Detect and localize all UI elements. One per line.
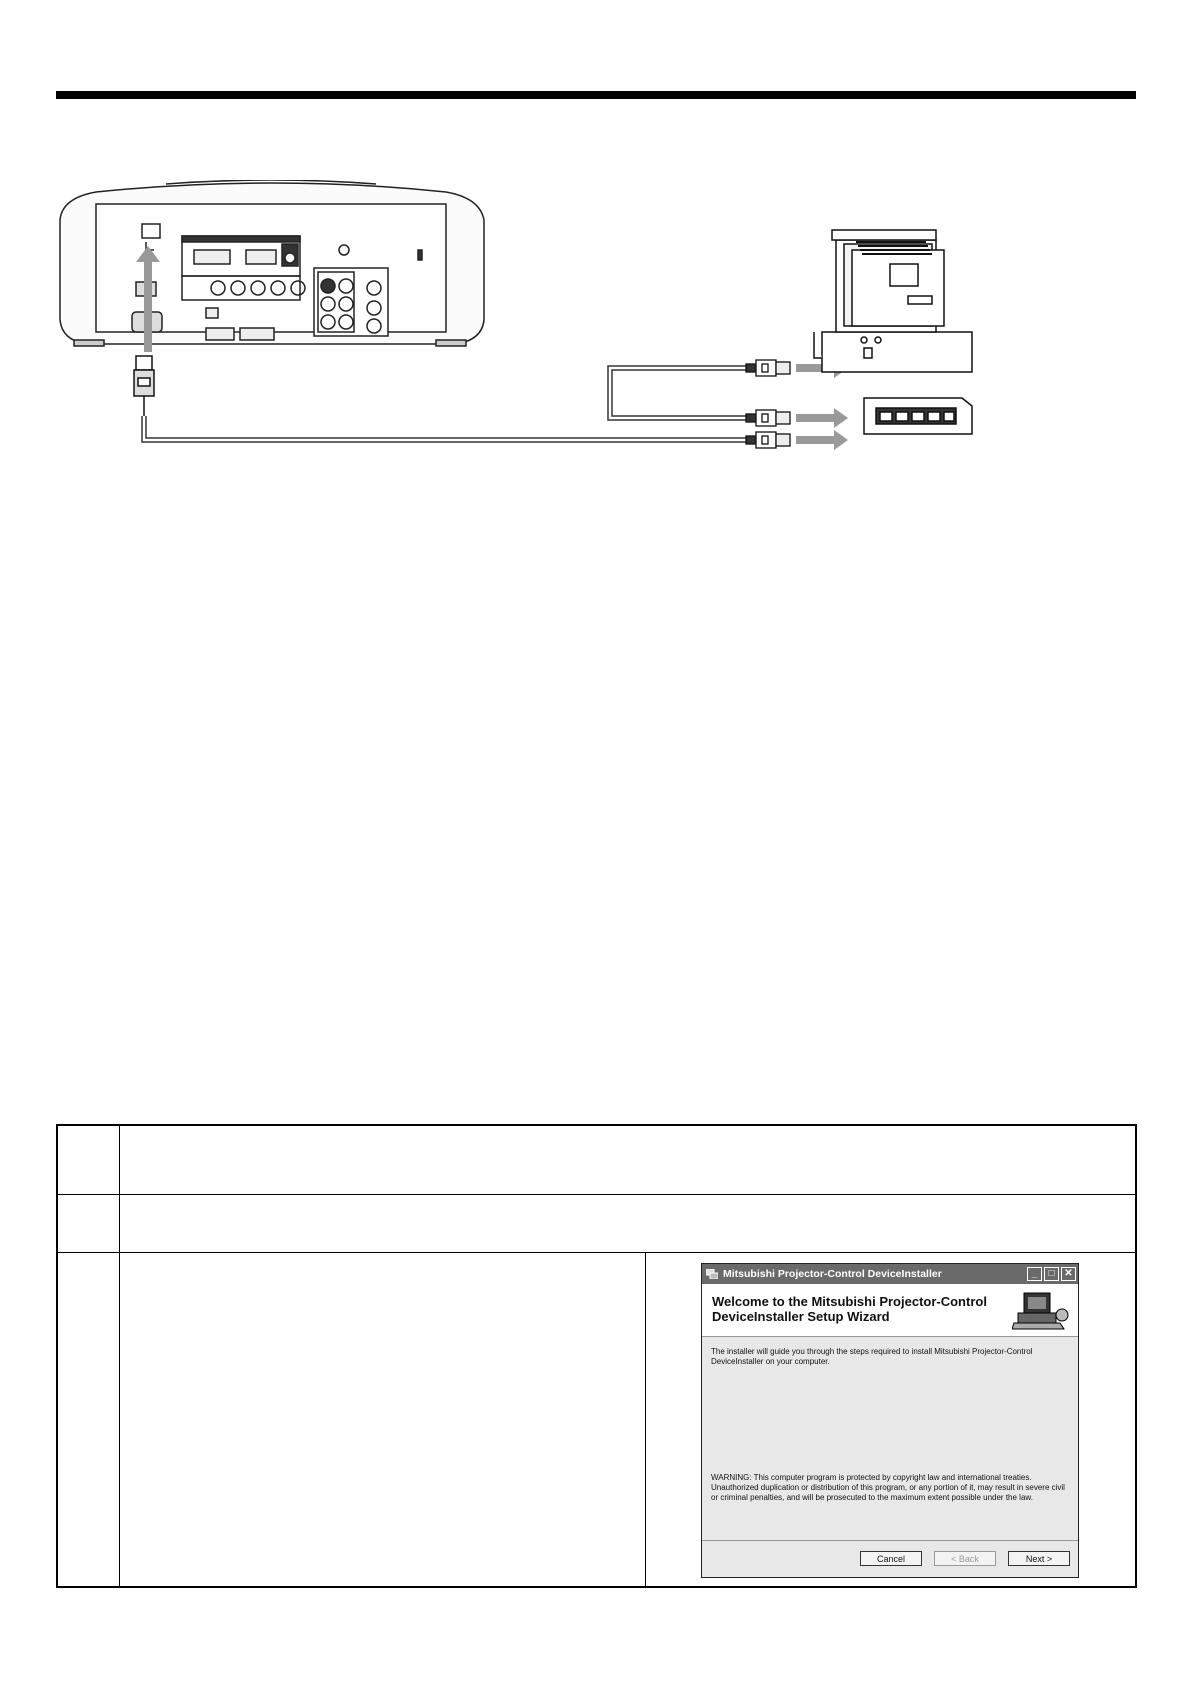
table-row [58, 1194, 1135, 1253]
maximize-icon[interactable]: □ [1044, 1267, 1059, 1281]
computer-illustration [814, 230, 972, 372]
dialog-header [702, 1284, 1078, 1337]
intro-text: The installer will guide you through the steps required to install Mitsubishi Projector-Control DeviceInstaller on your computer. [711, 1347, 1033, 1366]
top-rule [56, 91, 1136, 99]
dialog-title: Mitsubishi Projector-Control DeviceInstaller [723, 1268, 942, 1280]
dialog-footer [702, 1540, 1078, 1577]
back-button[interactable]: < Back [934, 1551, 996, 1566]
minimize-icon[interactable]: _ [1027, 1267, 1042, 1281]
projector-rear-panel [60, 180, 484, 346]
table-row [58, 1126, 1135, 1195]
cable-plugs [746, 360, 790, 448]
cancel-button[interactable]: Cancel [860, 1551, 922, 1566]
lan-cables [142, 366, 756, 442]
connection-diagram [56, 180, 1056, 480]
installer-dialog [701, 1263, 1079, 1578]
installer-app-icon [706, 1269, 718, 1279]
close-icon[interactable]: ✕ [1061, 1267, 1076, 1281]
dialog-body [702, 1337, 1078, 1541]
projector-lan-plug [134, 356, 154, 416]
dialog-titlebar[interactable] [702, 1264, 1078, 1284]
next-button[interactable]: Next > [1008, 1551, 1070, 1566]
image-column-divider [645, 1253, 646, 1586]
welcome-heading: Welcome to the Mitsubishi Projector-Control DeviceInstaller Setup Wizard [712, 1294, 987, 1324]
step-number-column [119, 1126, 120, 1586]
computer-wizard-icon [1012, 1289, 1070, 1333]
copyright-warning: WARNING: This computer program is protected by copyright law and international treaties. Unauthorized duplication or distribution of this program, or any portion of it, may result in severe civil or criminal penalties, and will be prosecuted to the maximum extent possible under the law. [711, 1473, 1065, 1502]
network-hub-illustration [864, 398, 972, 434]
